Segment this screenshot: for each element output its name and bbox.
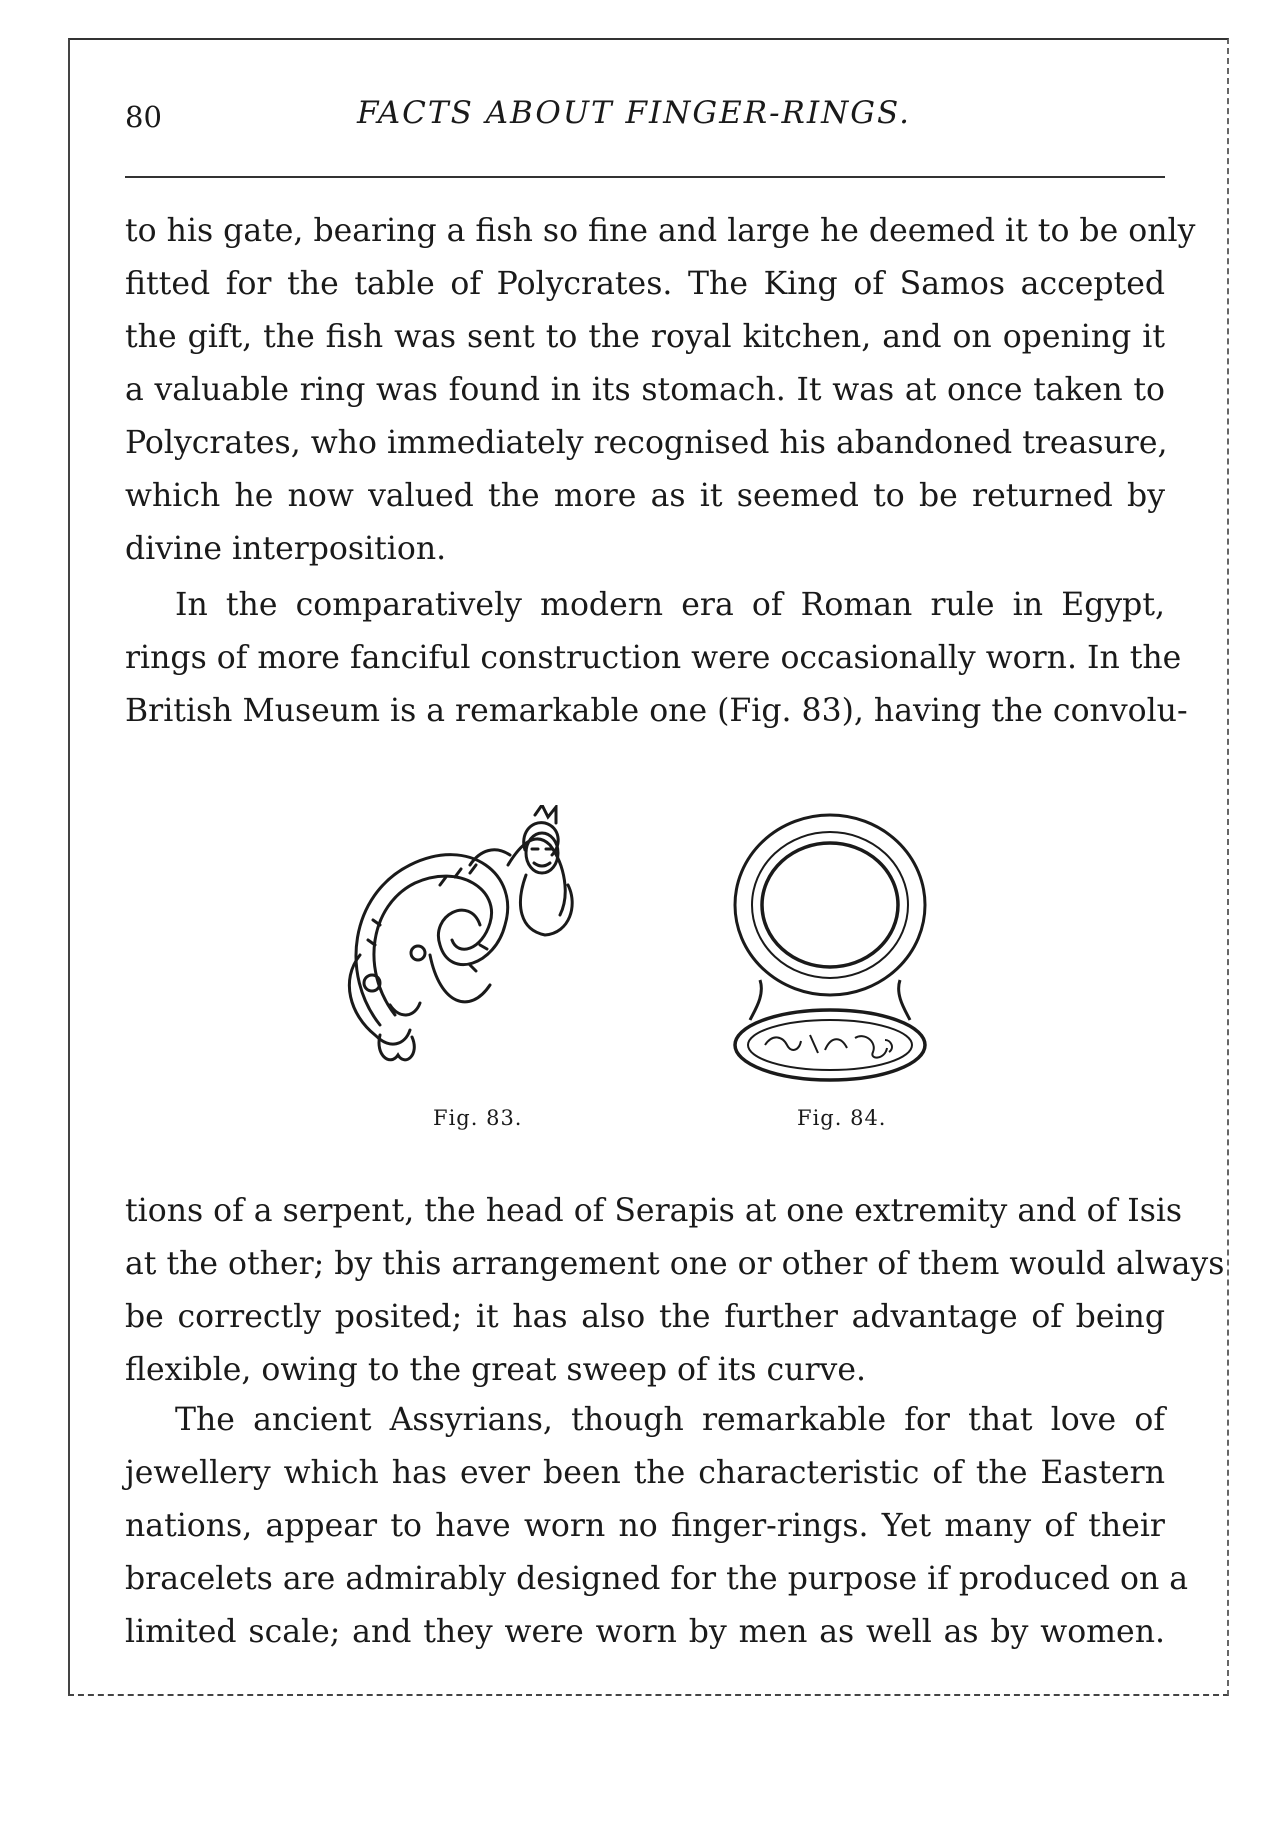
text-line: jewellery which has ever been the characteristic of the Eastern — [125, 1455, 1165, 1491]
text-line: nations, appear to have worn no finger-rings. Yet many of their — [125, 1508, 1165, 1544]
fig84-caption: Fig. 84. — [797, 1106, 887, 1130]
text-line: divine interposition. — [125, 531, 447, 567]
running-title: FACTS ABOUT FINGER-RINGS. — [356, 95, 912, 131]
fig83-caption: Fig. 83. — [433, 1106, 523, 1130]
text-line: tions of a serpent, the head of Serapis at one extremity and of Isis — [125, 1193, 1183, 1229]
header-rule — [125, 176, 1165, 178]
text-line: fitted for the table of Polycrates. The King of Samos accepted — [125, 266, 1165, 302]
text-line: British Museum is a remarkable one (Fig. 83), having the convolu- — [125, 693, 1188, 729]
text-line: which he now valued the more as it seemed to be returned by — [125, 478, 1165, 514]
page-number: 80 — [125, 100, 162, 134]
paragraph-roman-egypt — [125, 579, 1188, 738]
text-line: flexible, owing to the great sweep of its curve. — [125, 1352, 866, 1388]
text-line: bracelets are admirably designed for the purpose if produced on a — [125, 1561, 1189, 1597]
text-line: a valuable ring was found in its stomach. It was at once taken to — [125, 372, 1165, 408]
text-line: Polycrates, who immediately recognised his abandoned treasure, — [125, 425, 1168, 461]
text-line: limited scale; and they were worn by men as well as by women. — [125, 1614, 1165, 1650]
text-line: at the other; by this arrangement one or other of them would always — [125, 1246, 1225, 1282]
text-line: to his gate, bearing a fish so fine and large he deemed it to be only — [125, 213, 1196, 249]
paragraph-assyrians — [125, 1394, 1189, 1659]
text-line: the gift, the fish was sent to the royal kitchen, and on opening it — [125, 319, 1165, 355]
serpent-ring-illustration — [320, 805, 610, 1095]
text-line: rings of more fanciful construction were occasionally worn. In the — [125, 640, 1182, 676]
text-line: The ancient Assyrians, though remarkable for that love of — [175, 1402, 1165, 1438]
text-line: be correctly posited; it has also the further advantage of being — [125, 1299, 1165, 1335]
signet-ring-illustration — [715, 810, 945, 1090]
text-line: In the comparatively modern era of Roman rule in Egypt, — [175, 587, 1165, 623]
paragraph-serapis-isis — [125, 1185, 1225, 1397]
paragraph-polycrates — [125, 205, 1196, 576]
